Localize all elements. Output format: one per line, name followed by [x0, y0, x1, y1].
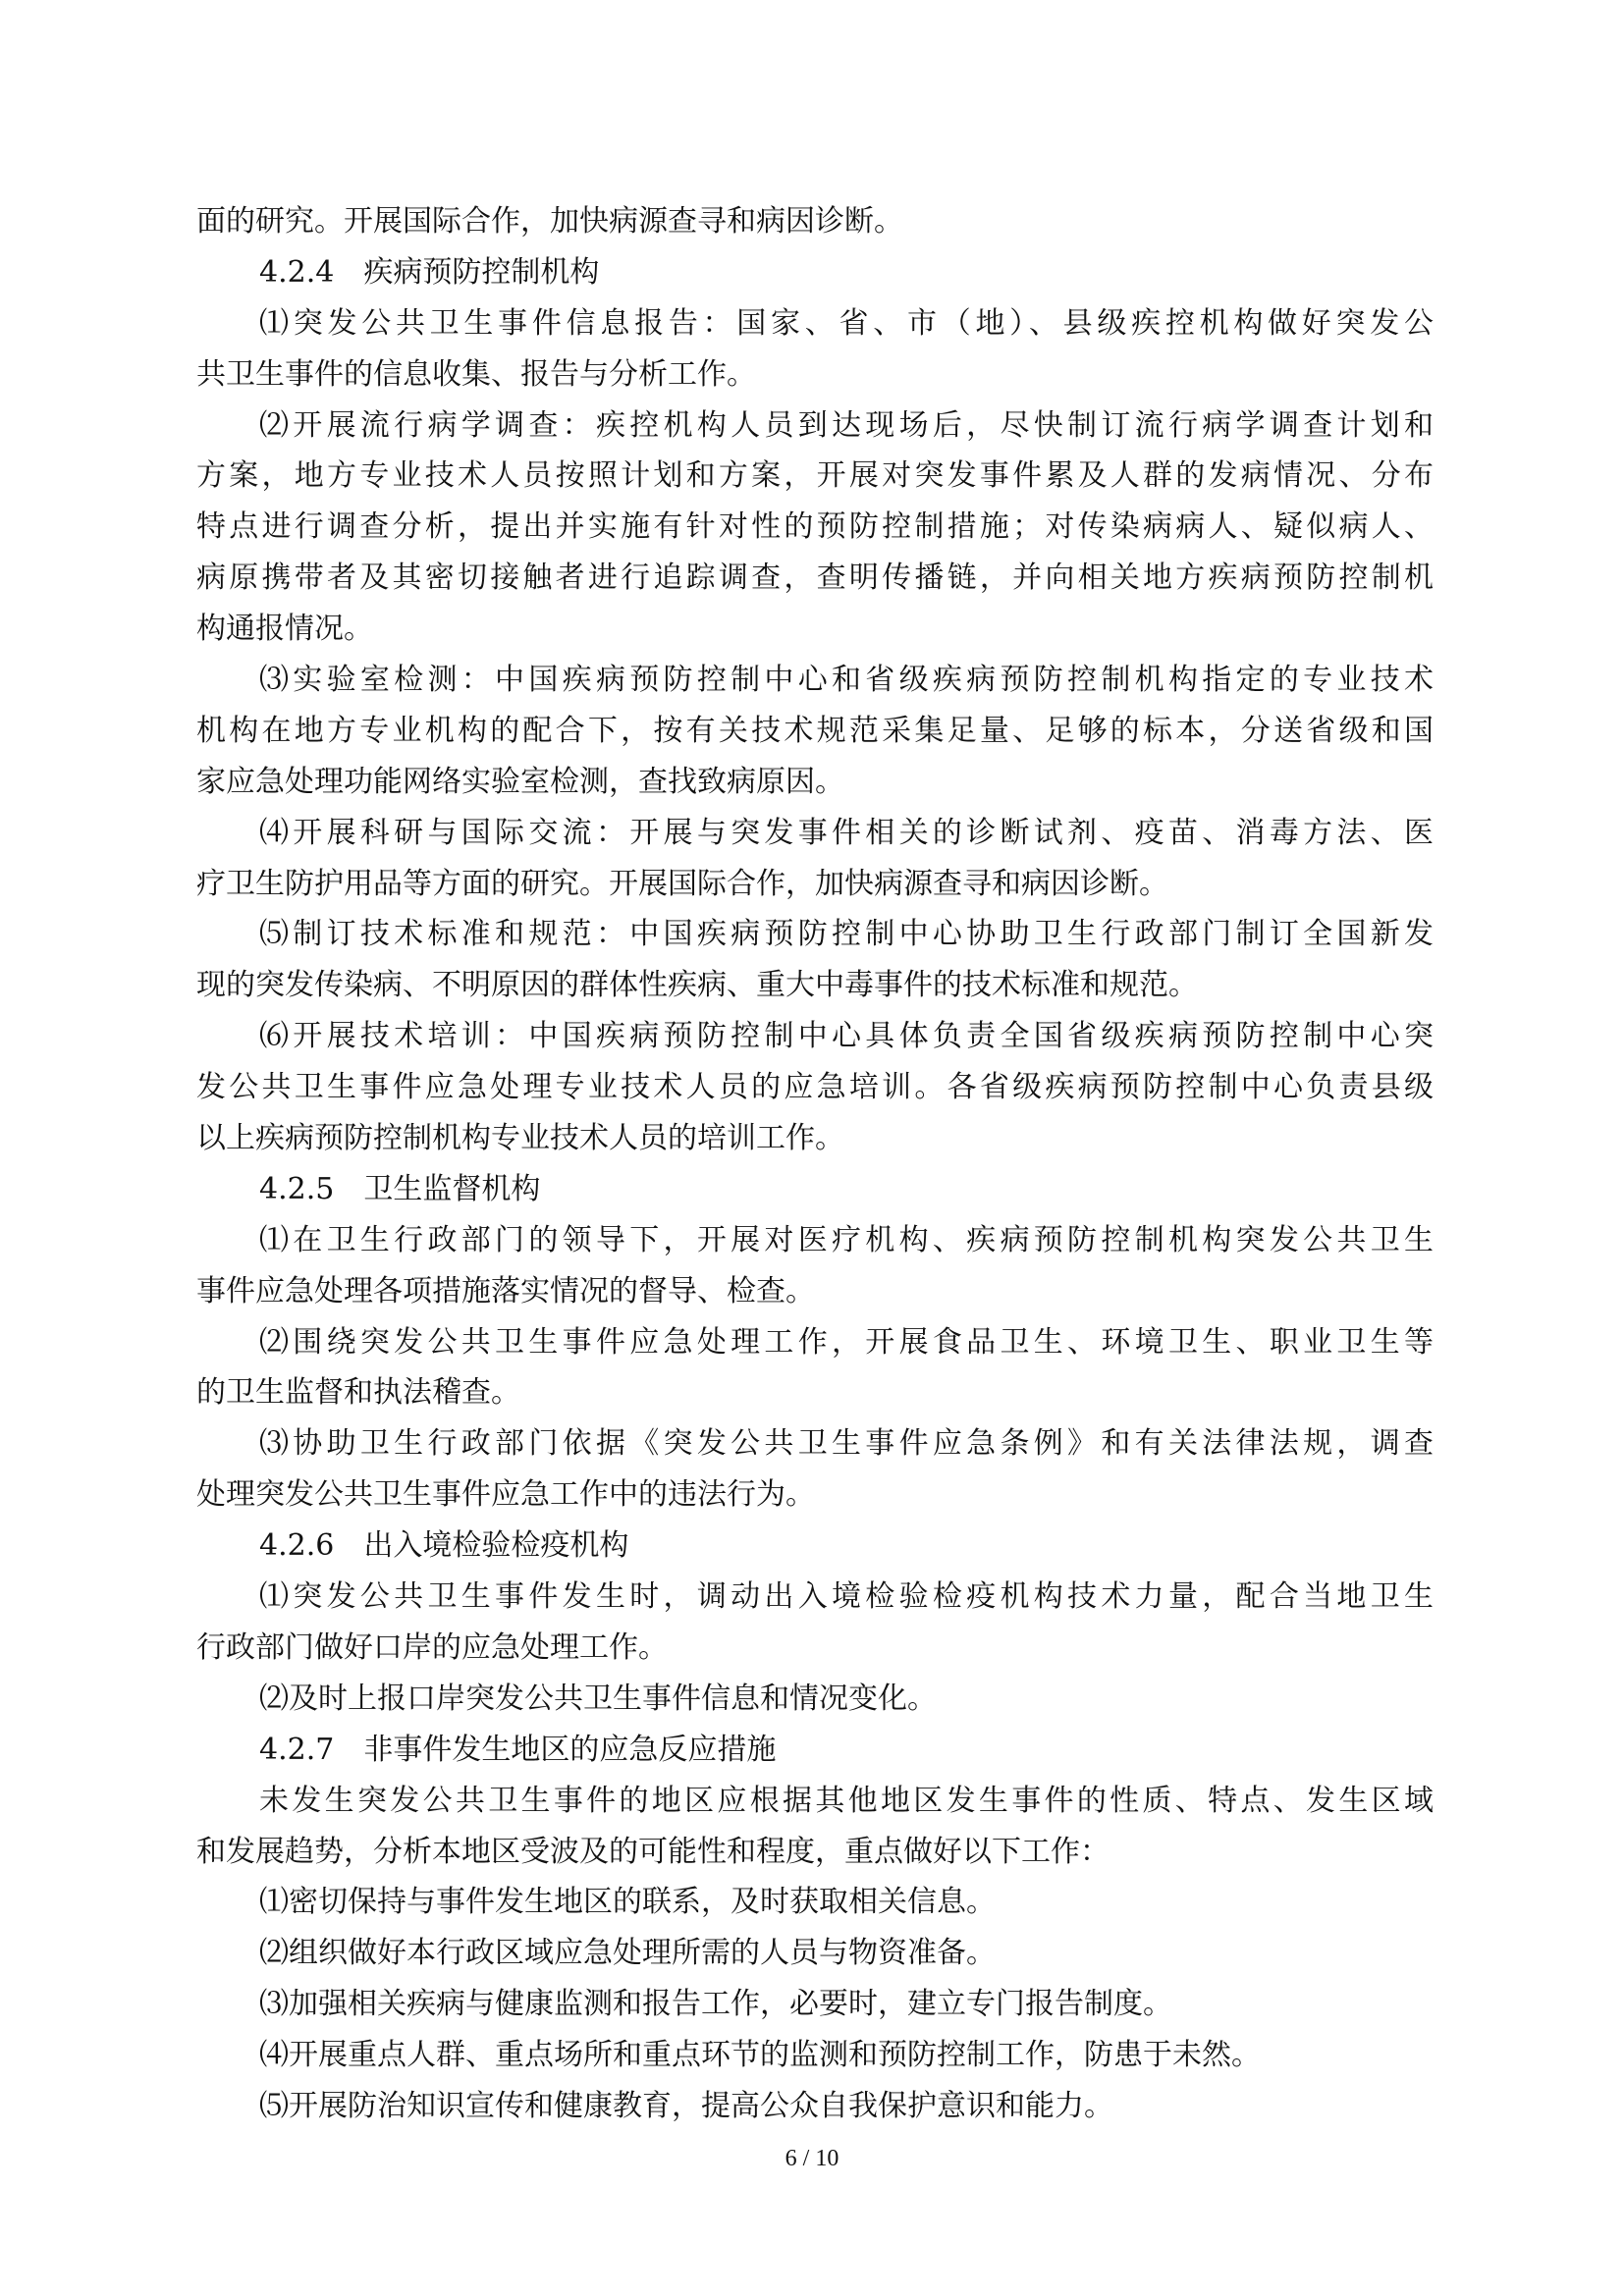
text-line: ⑶协助卫生行政部门依据《突发公共卫生事件应急条例》和有关法律法规，调查 [259, 1426, 1434, 1462]
text-line: 构通报情况。 [196, 612, 373, 647]
text-line: ⑸制订技术标准和规范：中国疾病预防控制中心协助卫生行政部门制订全国新发 [259, 917, 1434, 952]
text-line: ⑹开展技术培训：中国疾病预防控制中心具体负责全国省级疾病预防控制中心突 [259, 1019, 1434, 1054]
text-line: 行政部门做好口岸的应急处理工作。 [196, 1629, 668, 1665]
text-line: ⑶实验室检测：中国疾病预防控制中心和省级疾病预防控制机构指定的专业技术 [259, 663, 1434, 698]
document-body [196, 196, 1434, 2132]
text-line: ⑸开展防治知识宣传和健康教育，提高公众自我保护意识和能力。 [259, 2088, 1113, 2123]
text-line: 共卫生事件的信息收集、报告与分析工作。 [196, 356, 756, 392]
text-line: 事件应急处理各项措施落实情况的督导、检查。 [196, 1273, 815, 1308]
text-line: 方案，地方专业技术人员按照计划和方案，开展对突发事件累及人群的发病情况、分布 [196, 458, 1434, 494]
text-line: ⑴密切保持与事件发生地区的联系，及时获取相关信息。 [259, 1885, 996, 1920]
text-line: 发公共卫生事件应急处理专业技术人员的应急培训。各省级疾病预防控制中心负责县级 [196, 1070, 1434, 1105]
text-line: 现的突发传染病、不明原因的群体性疾病、重大中毒事件的技术标准和规范。 [196, 968, 1198, 1003]
text-line: ⑷开展科研与国际交流：开展与突发事件相关的诊断试剂、疫苗、消毒方法、医 [259, 815, 1434, 850]
text-line: 家应急处理功能网络实验室检测，查找致病原因。 [196, 764, 844, 799]
text-line: 4.2.7 非事件发生地区的应急反应措施 [259, 1732, 777, 1767]
text-line: ⑵组织做好本行政区域应急处理所需的人员与物资准备。 [259, 1936, 996, 1971]
text-line: ⑴突发公共卫生事件发生时，调动出入境检验检疫机构技术力量，配合当地卫生 [259, 1579, 1434, 1615]
text-line: ⑴在卫生行政部门的领导下，开展对医疗机构、疾病预防控制机构突发公共卫生 [259, 1222, 1434, 1257]
text-line: 特点进行调查分析，提出并实施有针对性的预防控制措施；对传染病病人、疑似病人、 [196, 509, 1434, 545]
page-number: 6 / 10 [785, 2146, 839, 2171]
text-line: ⑵围绕突发公共卫生事件应急处理工作，开展食品卫生、环境卫生、职业卫生等 [259, 1324, 1434, 1360]
text-line: 4.2.5 卫生监督机构 [259, 1171, 541, 1206]
text-line: 未发生突发公共卫生事件的地区应根据其他地区发生事件的性质、特点、发生区域 [259, 1783, 1434, 1818]
text-line: 和发展趋势，分析本地区受波及的可能性和程度，重点做好以下工作： [196, 1834, 1110, 1869]
text-line: ⑵开展流行病学调查：疾控机构人员到达现场后，尽快制订流行病学调查计划和 [259, 407, 1434, 443]
text-line: 机构在地方专业机构的配合下，按有关技术规范采集足量、足够的标本，分送省级和国 [196, 713, 1434, 748]
text-line: 的卫生监督和执法稽查。 [196, 1375, 520, 1411]
text-line: 处理突发公共卫生事件应急工作中的违法行为。 [196, 1477, 815, 1513]
text-line: ⑷开展重点人群、重点场所和重点环节的监测和预防控制工作，防患于未然。 [259, 2038, 1261, 2073]
text-line: ⑶加强相关疾病与健康监测和报告工作，必要时，建立专门报告制度。 [259, 1987, 1172, 2022]
text-line: 疗卫生防护用品等方面的研究。开展国际合作，加快病源查寻和病因诊断。 [196, 866, 1168, 901]
text-line: 以上疾病预防控制机构专业技术人员的培训工作。 [196, 1121, 844, 1156]
text-line: 面的研究。开展国际合作，加快病源查寻和病因诊断。 [196, 204, 903, 239]
text-line: 病原携带者及其密切接触者进行追踪调查，查明传播链，并向相关地方疾病预防控制机 [196, 561, 1434, 596]
text-line: 4.2.4 疾病预防控制机构 [259, 254, 600, 290]
text-line: ⑴突发公共卫生事件信息报告：国家、省、市（地）、县级疾控机构做好突发公 [259, 305, 1434, 341]
text-line: ⑵及时上报口岸突发公共卫生事件信息和情况变化。 [259, 1681, 937, 1716]
text-line: 4.2.6 出入境检验检疫机构 [259, 1528, 629, 1564]
